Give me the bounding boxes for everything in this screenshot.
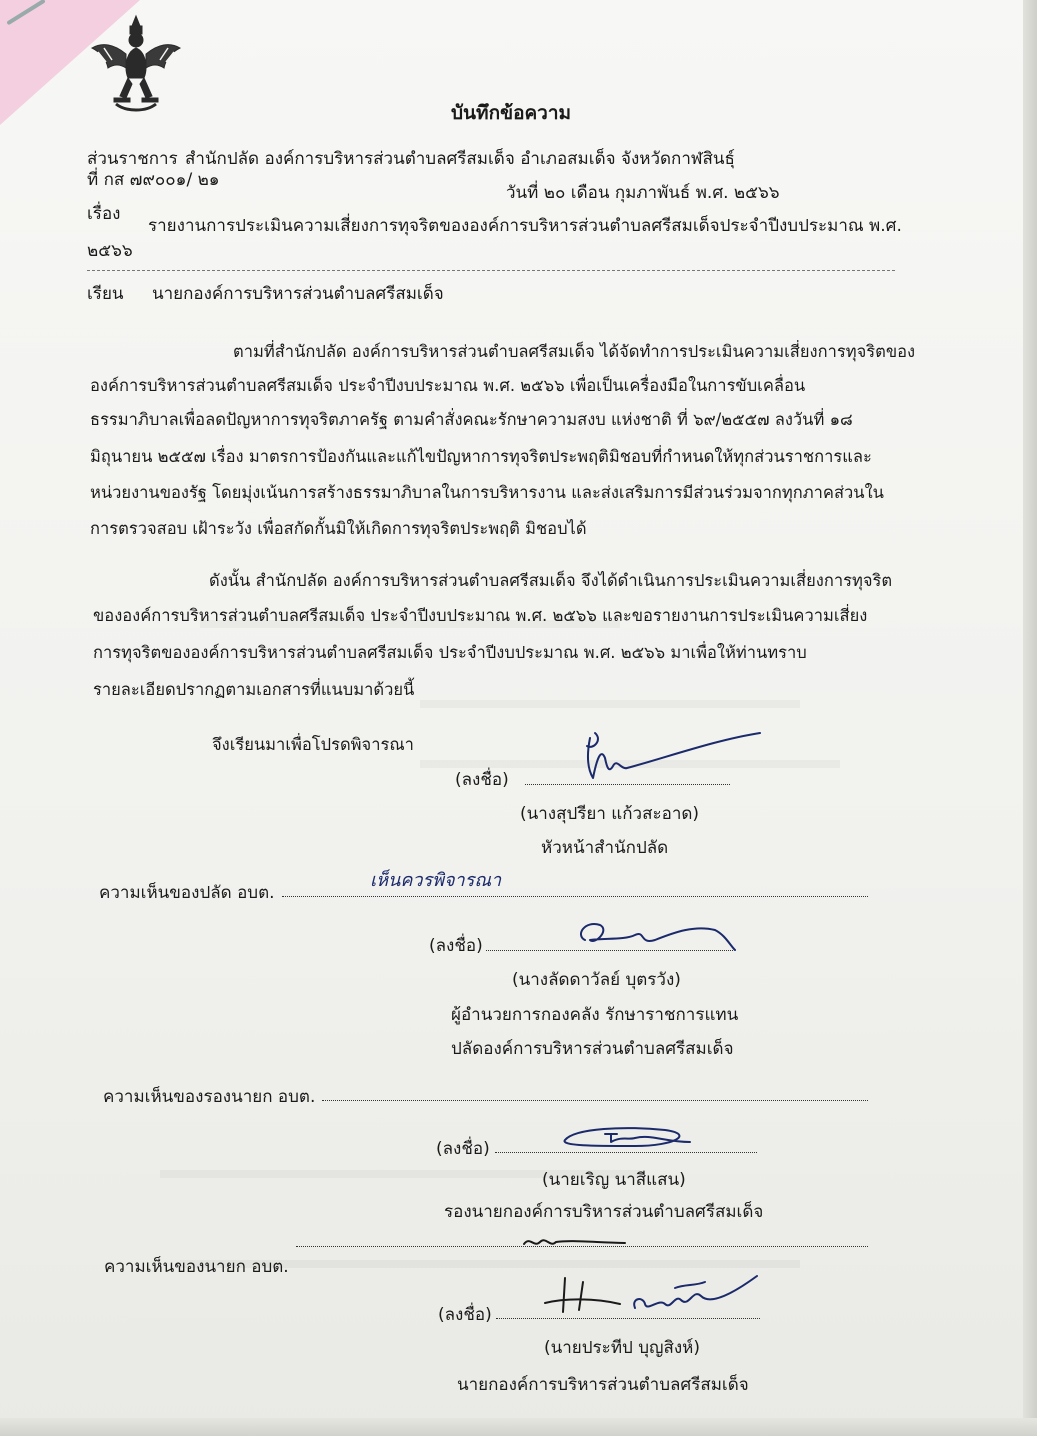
- signer-4-name: (นายประทีป บุญสิงห์): [544, 1338, 701, 1358]
- signature-3-image: [555, 1120, 705, 1156]
- agency-value: สำนักปลัด องค์การบริหารส่วนตำบลศรีสมเด็จ อำเภอสมเด็จ จังหวัดกาฬสินธุ์: [185, 149, 735, 169]
- agency-label: ส่วนราชการ: [87, 149, 178, 169]
- opinion-clerk-label: ความเห็นของปลัด อบต.: [99, 883, 275, 903]
- header-divider: [87, 270, 895, 271]
- memo-title: บันทึกข้อความ: [451, 102, 572, 124]
- garuda-emblem-icon: [86, 12, 186, 116]
- paragraph-1-line: การตรวจสอบ เฝ้าระวัง เพื่อสกัดกั้นมิให้เกิดการทุจริตประพฤติ มิชอบได้: [90, 519, 587, 538]
- signer-1-position: หัวหน้าสำนักปลัด: [541, 838, 669, 858]
- opinion-mayor-handwriting: [520, 1232, 630, 1252]
- signer-2-position-2: ปลัดองค์การบริหารส่วนตำบลศรีสมเด็จ: [451, 1039, 734, 1059]
- signer-1-name: (นางสุปรียา แก้วสะอาด): [520, 804, 700, 824]
- subject-label: เรื่อง: [87, 204, 121, 224]
- closing-line: จึงเรียนมาเพื่อโปรดพิจารณา: [212, 735, 414, 754]
- show-through: [420, 700, 800, 708]
- paragraph-1-line: มิถุนายน ๒๕๕๗ เรื่อง มาตรการป้องกันและแก้ไขปัญหาการทุจริตประพฤติมิชอบที่กำหนดให้ทุกส่วนราชการและ: [90, 447, 872, 466]
- to-value: นายกองค์การบริหารส่วนตำบลศรีสมเด็จ: [152, 284, 444, 304]
- reference-number: ที่ กส ๗๙๐๐๑/ ๒๑: [87, 170, 220, 190]
- page-edge-bottom: [0, 1418, 1037, 1436]
- page-edge-right: [1023, 0, 1037, 1436]
- sign-label: (ลงชื่อ): [429, 936, 483, 956]
- sign-label: (ลงชื่อ): [436, 1139, 490, 1159]
- signer-2-name: (นางลัดดาวัลย์ บุตรวัง): [512, 970, 681, 990]
- paragraph-1-line: องค์การบริหารส่วนตำบลศรีสมเด็จ ประจำปีงบประมาณ พ.ศ. ๒๕๖๖ เพื่อเป็นเครื่องมือในการขับเคลื่อน: [90, 376, 806, 395]
- memo-date: วันที่ ๒๐ เดือน กุมภาพันธ์ พ.ศ. ๒๕๖๖: [506, 183, 780, 203]
- opinion-mayor-label: ความเห็นของนายก อบต.: [104, 1257, 289, 1277]
- paragraph-1-line: ตามที่สำนักปลัด องค์การบริหารส่วนตำบลศรีสมเด็จ ได้จัดทำการประเมินความเสี่ยงการทุจริตของ: [233, 342, 916, 361]
- opinion-deputy-label: ความเห็นของรองนายก อบต.: [103, 1087, 316, 1107]
- paragraph-2-line: ขององค์การบริหารส่วนตำบลศรีสมเด็จ ประจำปีงบประมาณ พ.ศ. ๒๕๖๖ และขอรายงานการประเมินความเสี่ยง: [93, 606, 868, 625]
- subject-line-1: รายงานการประเมินความเสี่ยงการทุจริตขององค์การบริหารส่วนตำบลศรีสมเด็จประจำปีงบประมาณ พ.ศ.: [148, 216, 902, 236]
- sign-label: (ลงชื่อ): [455, 770, 509, 790]
- opinion-clerk-handwriting: เห็นควรพิจารณา: [370, 870, 502, 891]
- sign-label: (ลงชื่อ): [438, 1305, 492, 1325]
- paragraph-2-line: ดังนั้น สำนักปลัด องค์การบริหารส่วนตำบลศรีสมเด็จ จึงได้ดำเนินการประเมินความเสี่ยงการทุจริต: [209, 571, 893, 590]
- paragraph-2-line: การทุจริตขององค์การบริหารส่วนตำบลศรีสมเด็จ ประจำปีงบประมาณ พ.ศ. ๒๕๖๖ มาเพื่อให้ท่านทราบ: [93, 643, 807, 662]
- signature-1-image: [575, 728, 775, 788]
- signer-4-position: นายกองค์การบริหารส่วนตำบลศรีสมเด็จ: [457, 1375, 749, 1395]
- to-label: เรียน: [87, 284, 124, 304]
- signer-3-name: (นายเริญ นาสีแสน): [542, 1170, 686, 1190]
- signer-2-position-1: ผู้อำนวยการกองคลัง รักษาราชการแทน: [451, 1005, 739, 1025]
- subject-line-2: ๒๕๖๖: [87, 241, 133, 261]
- paragraph-2-line: รายละเอียดปรากฏตามเอกสารที่แนบมาด้วยนี้: [93, 680, 415, 699]
- opinion-clerk-line: [282, 896, 868, 897]
- signature-4-image: [535, 1268, 765, 1324]
- paragraph-1-line: หน่วยงานของรัฐ โดยมุ่งเน้นการสร้างธรรมาภิบาลในการบริหารงาน และส่งเสริมการมีส่วนร่วมจากทุกภาคส่วนใน: [90, 483, 884, 502]
- signer-3-position: รองนายกองค์การบริหารส่วนตำบลศรีสมเด็จ: [444, 1202, 764, 1222]
- signature-2-image: [565, 910, 745, 960]
- paragraph-1-line: ธรรมาภิบาลเพื่อลดปัญหาการทุจริตภาครัฐ ตามคำสั่งคณะรักษาความสงบ แห่งชาติ ที่ ๖๙/๒๕๕๗ ลงวันที่ ๑๘: [90, 410, 853, 429]
- opinion-deputy-line: [322, 1100, 868, 1101]
